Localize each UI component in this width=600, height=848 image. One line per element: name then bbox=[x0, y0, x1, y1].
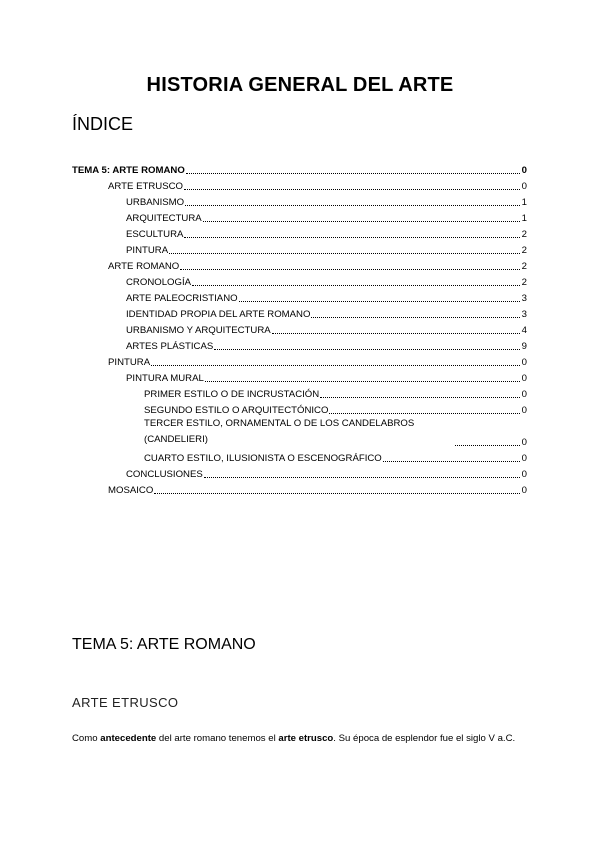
toc-page-number: 0 bbox=[521, 389, 527, 400]
paragraph-bold-text: arte etrusco bbox=[278, 733, 334, 744]
toc-heading: ÍNDICE bbox=[72, 114, 134, 134]
toc-entry-label: IDENTIDAD PROPIA DEL ARTE ROMANO bbox=[126, 309, 311, 320]
toc-page-number: 2 bbox=[521, 229, 527, 240]
toc-entry-label: URBANISMO Y ARQUITECTURA bbox=[126, 325, 271, 336]
toc-leader-dots bbox=[272, 333, 520, 334]
toc-page-number: 2 bbox=[521, 277, 527, 288]
toc-entry[interactable] bbox=[72, 464, 527, 480]
toc-leader-dots bbox=[180, 269, 519, 270]
toc-page-number: 4 bbox=[521, 325, 527, 336]
section-title: TEMA 5: ARTE ROMANO bbox=[72, 636, 256, 653]
toc-entry-label: ESCULTURA bbox=[126, 229, 184, 240]
toc-leader-dots bbox=[329, 413, 519, 414]
toc-leader-dots bbox=[184, 237, 519, 238]
paragraph-text: . Su época de esplendor fue el siglo V a.C. bbox=[333, 733, 516, 744]
toc-entry[interactable] bbox=[72, 416, 527, 448]
toc-leader-dots bbox=[239, 301, 520, 302]
toc-entry[interactable] bbox=[72, 304, 527, 320]
toc-entry-label: PINTURA MURAL bbox=[126, 373, 204, 384]
toc-entry-label: SEGUNDO ESTILO O ARQUITECTÓNICO bbox=[144, 405, 329, 416]
paragraph-text: Como bbox=[72, 733, 101, 744]
toc-entry[interactable] bbox=[72, 272, 527, 288]
toc-page-number: 3 bbox=[521, 309, 527, 320]
toc-entry-label: PRIMER ESTILO O DE INCRUSTACIÓN bbox=[144, 389, 320, 400]
toc-entry[interactable] bbox=[72, 384, 527, 400]
toc-entry[interactable] bbox=[72, 320, 527, 336]
paragraph-text: del arte romano tenemos el bbox=[156, 733, 279, 744]
toc-page-number: 0 bbox=[521, 357, 527, 368]
toc-entry-label: PINTURA bbox=[126, 245, 169, 256]
toc-entry[interactable] bbox=[72, 480, 527, 496]
toc-leader-dots bbox=[214, 349, 519, 350]
toc-entry[interactable] bbox=[72, 208, 527, 224]
toc-entry[interactable] bbox=[72, 352, 527, 368]
toc-entry-label: ARTE ETRUSCO bbox=[108, 181, 183, 192]
toc-entry[interactable] bbox=[72, 288, 527, 304]
toc-page-number: 2 bbox=[521, 261, 527, 272]
toc-page-number: 0 bbox=[521, 437, 527, 448]
table-of-contents bbox=[72, 160, 527, 496]
toc-entry[interactable] bbox=[72, 256, 527, 272]
toc-leader-dots bbox=[184, 189, 520, 190]
paragraph-bold-text: antecedente bbox=[100, 733, 157, 744]
toc-entry[interactable] bbox=[72, 176, 527, 192]
toc-page-number: 0 bbox=[521, 181, 527, 192]
toc-entry[interactable] bbox=[72, 224, 527, 240]
toc-leader-dots bbox=[383, 461, 520, 462]
toc-entry[interactable] bbox=[72, 400, 527, 416]
toc-leader-dots bbox=[151, 365, 520, 366]
toc-leader-dots bbox=[185, 205, 520, 206]
toc-page-number: 0 bbox=[521, 453, 527, 464]
toc-entry[interactable] bbox=[72, 368, 527, 384]
toc-entry-label: MOSAICO bbox=[108, 485, 154, 496]
toc-leader-dots bbox=[204, 477, 520, 478]
toc-entry-label: ARTES PLÁSTICAS bbox=[126, 341, 214, 352]
toc-entry[interactable] bbox=[72, 336, 527, 352]
toc-entry[interactable] bbox=[72, 448, 527, 464]
toc-entry[interactable] bbox=[72, 160, 527, 176]
toc-entry-label: CONCLUSIONES bbox=[126, 469, 203, 480]
toc-leader-dots bbox=[154, 493, 519, 494]
toc-page-number: 0 bbox=[521, 469, 527, 480]
toc-page-number: 2 bbox=[521, 245, 527, 256]
toc-leader-dots bbox=[203, 221, 520, 222]
toc-leader-dots bbox=[169, 253, 520, 254]
toc-entry-label: URBANISMO bbox=[126, 197, 185, 208]
toc-entry-label: ARQUITECTURA bbox=[126, 213, 202, 224]
body-paragraph bbox=[72, 731, 527, 746]
toc-page-number: 1 bbox=[521, 197, 527, 208]
toc-page-number: 1 bbox=[521, 213, 527, 224]
toc-page-number: 3 bbox=[521, 293, 527, 304]
toc-entry-label: TEMA 5: ARTE ROMANO bbox=[72, 165, 185, 176]
document-title: HISTORIA GENERAL DEL ARTE bbox=[146, 74, 454, 96]
toc-entry-label: PINTURA bbox=[108, 357, 151, 368]
toc-entry[interactable] bbox=[72, 192, 527, 208]
subsection-title: ARTE ETRUSCO bbox=[72, 695, 179, 710]
toc-leader-dots bbox=[311, 317, 519, 318]
toc-leader-dots bbox=[205, 381, 520, 382]
toc-page-number: 0 bbox=[521, 373, 527, 384]
toc-entry-label: ARTE ROMANO bbox=[108, 261, 180, 272]
toc-page-number: 0 bbox=[521, 405, 527, 416]
toc-entry[interactable] bbox=[72, 240, 527, 256]
toc-entry-label: CUARTO ESTILO, ILUSIONISTA O ESCENOGRÁFICO bbox=[144, 453, 382, 464]
toc-entry-label: ARTE PALEOCRISTIANO bbox=[126, 293, 238, 304]
toc-entry-label: TERCER ESTILO, ORNAMENTAL O DE LOS CANDELABROS (CANDELIERI) bbox=[144, 418, 415, 445]
toc-leader-dots bbox=[320, 397, 519, 398]
toc-page-number: 9 bbox=[521, 341, 527, 352]
toc-leader-dots bbox=[455, 445, 520, 446]
toc-page-number: 0 bbox=[521, 165, 527, 176]
toc-entry-label: CRONOLOGÍA bbox=[126, 277, 192, 288]
toc-leader-dots bbox=[192, 285, 520, 286]
toc-page-number: 0 bbox=[521, 485, 527, 496]
toc-leader-dots bbox=[186, 173, 520, 174]
